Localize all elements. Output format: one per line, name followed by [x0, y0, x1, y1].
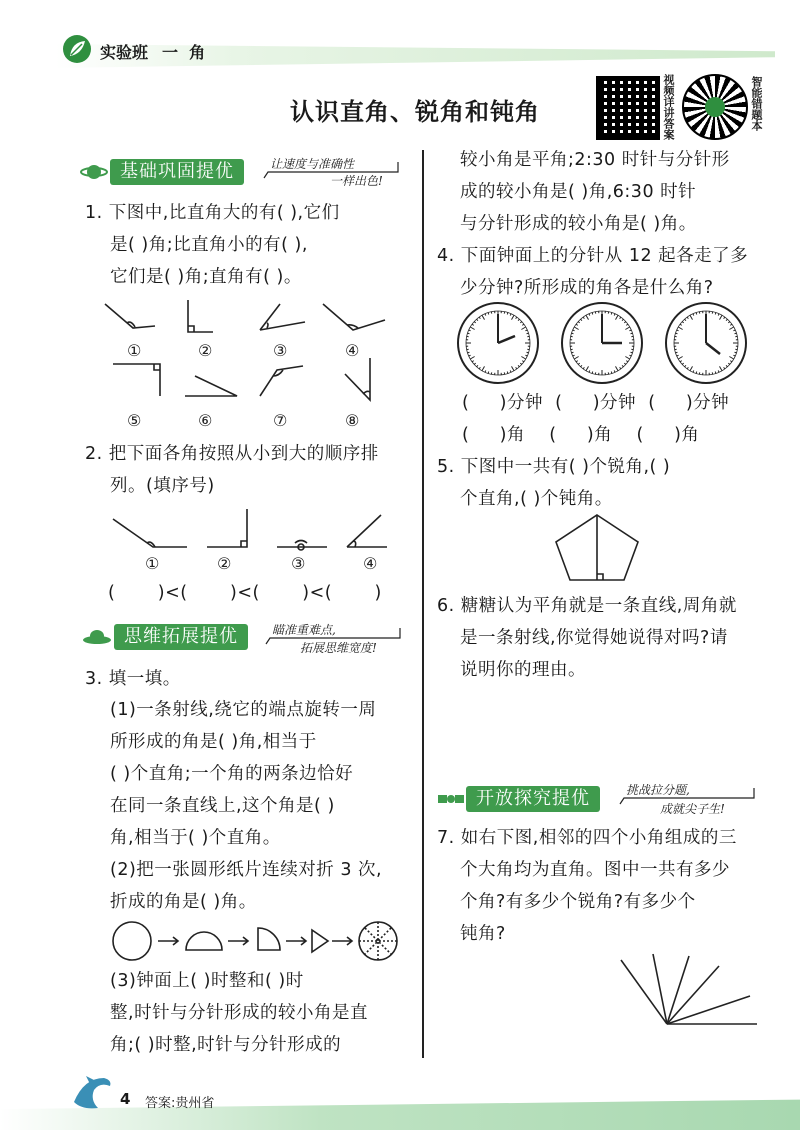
clock-tick	[589, 314, 590, 316]
clock-tick	[720, 315, 723, 319]
clock-tick	[685, 319, 686, 320]
q4-line-2: 少分钟?所形成的角各是什么角?	[460, 278, 714, 298]
ufo-icon	[82, 626, 112, 654]
q3-line-2: 所形成的角是( )角,相当于	[110, 732, 317, 752]
slogan-bracket-open	[618, 784, 758, 806]
satellite-icon	[436, 787, 466, 815]
clock-tick	[573, 355, 575, 356]
clock-tick	[616, 366, 619, 370]
clock-tick	[678, 327, 682, 330]
clock-tick	[676, 352, 678, 353]
footer-answer-label: 答案:贵州省	[145, 1096, 215, 1111]
clock-tick	[690, 366, 693, 370]
q1-label-3: ③	[273, 341, 288, 360]
clock-tick	[735, 333, 737, 334]
clock-tick	[718, 370, 719, 372]
q1-line-1: 1. 下图中,比直角大的有( ),它们	[85, 203, 340, 223]
clock-tick	[696, 372, 697, 374]
clock-tick	[693, 314, 694, 316]
clock-tick	[470, 357, 474, 360]
clock-tick	[676, 333, 678, 334]
clock-tick	[510, 314, 511, 316]
right-line-2: 成的较小角是( )角,6:30 时针	[460, 182, 697, 202]
clock-tick	[472, 324, 474, 325]
clock-tick	[718, 314, 719, 316]
angle-3-figure	[260, 304, 305, 330]
section-open-slogan-2: 成就尖子生!	[660, 802, 725, 816]
clock-tick	[520, 322, 521, 323]
section-thinking-title: 思维拓展提优	[114, 624, 248, 650]
clock-tick	[474, 322, 475, 323]
clock-tick	[578, 322, 579, 323]
clock-tick	[468, 333, 470, 334]
clock-tick	[620, 367, 621, 369]
q3-line-3: ( )个直角;一个角的两条边恰好	[110, 764, 354, 784]
clock-tick	[578, 363, 579, 364]
qr-code-video[interactable]	[596, 76, 660, 140]
section-thinking-slogan-2: 拓展思维宽度!	[300, 641, 377, 655]
clock-tick	[678, 357, 682, 360]
q4-angles-row: ( )角 ( )角 ( )角	[462, 425, 700, 445]
angle-8-figure	[345, 358, 370, 400]
section-basic-title: 基础巩固提优	[110, 159, 244, 185]
section-basic-slogan-1: 让速度与准确性	[270, 157, 355, 171]
q2-answer-line: ( )<( )<( )<( )	[108, 583, 382, 603]
clock-tick	[631, 352, 633, 353]
clock-tick	[469, 330, 471, 331]
clock-tick	[586, 315, 589, 319]
clock-tick	[680, 324, 682, 325]
q3-line-4: 在同一条直线上,这个角是( )	[110, 796, 335, 816]
clock-tick	[482, 315, 485, 319]
right-line-3: 与分针形成的较小角是( )角。	[460, 214, 697, 234]
q1-label-7: ⑦	[273, 411, 288, 430]
q7-line-3: 个角?有多少个锐角?有多少个	[460, 892, 696, 912]
clock-tick	[726, 319, 727, 320]
arrow-2	[228, 937, 248, 945]
clock-tick	[512, 315, 515, 319]
q2-label-3: ③	[291, 554, 306, 573]
clock-tick	[720, 366, 723, 370]
clock-tick	[724, 317, 725, 319]
clock-tick	[583, 367, 584, 369]
arrow-3	[286, 937, 306, 945]
angle-7-figure	[260, 366, 303, 396]
q1-label-1: ①	[127, 341, 142, 360]
clock-tick	[629, 330, 631, 331]
clock-tick	[696, 313, 697, 315]
clock-tick	[479, 367, 480, 369]
clock-tick	[468, 352, 470, 353]
fold-quarter-circle	[258, 928, 280, 950]
clock-tick	[685, 365, 686, 366]
clock-tick	[521, 357, 525, 360]
clock-tick	[620, 317, 621, 319]
q1-line-3: 它们是( )角;直角有( )。	[110, 267, 302, 287]
clock-tick	[520, 363, 521, 364]
clock-tick	[485, 370, 486, 372]
clock-tick	[730, 324, 732, 325]
page-number: 4	[120, 1090, 131, 1108]
q7-line-1: 7. 如右下图,相邻的四个小角组成的三	[437, 828, 737, 848]
angle-1-figure	[105, 304, 155, 328]
clock-tick	[616, 315, 619, 319]
clock-tick	[527, 352, 529, 353]
clock-tick	[687, 367, 688, 369]
clock-tick	[729, 357, 733, 360]
fold-half-circle	[186, 932, 222, 950]
section-basic-slogan-2: 一样出色!	[330, 174, 383, 188]
clock-tick	[682, 322, 683, 323]
clock-tick	[625, 357, 629, 360]
q3-folding-figures	[110, 920, 410, 962]
q3-line-8: (3)钟面上( )时整和( )时	[110, 971, 304, 991]
clock-tick	[474, 363, 475, 364]
clock-tick	[576, 324, 578, 325]
q1-angle-figures	[95, 296, 410, 431]
clock-tick	[730, 361, 732, 362]
q5-line-2: 个直角,( )个钝角。	[460, 489, 613, 509]
clock-tick	[583, 317, 584, 319]
qr1-caption: 视频详讲答案	[662, 74, 675, 140]
page-title: 认识直角、锐角和钝角	[290, 98, 540, 126]
q2-label-1: ①	[145, 554, 160, 573]
clock-tick	[488, 313, 489, 315]
q2-label-2: ②	[217, 554, 232, 573]
fold-eighth-circle	[312, 930, 328, 952]
clock-tick	[687, 317, 688, 319]
arrow-4	[332, 937, 352, 945]
clock-tick	[518, 319, 519, 320]
q5-line-1: 5. 下图中一共有( )个锐角,( )	[437, 457, 671, 477]
leaf-logo-icon	[62, 34, 92, 68]
clock-tick	[677, 355, 679, 356]
clock-tick	[507, 372, 508, 374]
q7-line-2: 个大角均为直角。图中一共有多少	[460, 860, 730, 880]
clock-tick	[729, 327, 733, 330]
q2-line-2: 列。(填序号)	[110, 476, 215, 496]
clock-tick	[522, 361, 524, 362]
clock-tick	[522, 324, 524, 325]
angle-2-figure	[188, 300, 213, 332]
clock-tick	[624, 322, 625, 323]
clock-tick	[690, 315, 693, 319]
clock-tick	[573, 330, 575, 331]
q1-label-2: ②	[198, 341, 213, 360]
slogan-bracket-thinking	[264, 624, 404, 646]
clock-tick	[629, 355, 631, 356]
clock-tick	[516, 367, 517, 369]
qr2-caption: 智能错题本	[750, 76, 763, 131]
q7-line-4: 钝角?	[460, 924, 506, 944]
clock-tick	[477, 319, 478, 320]
clock-tick	[733, 330, 735, 331]
q3-line-9: 整,时针与分针形成的较小角是直	[110, 1003, 369, 1023]
column-divider	[422, 150, 424, 1058]
clock-tick	[518, 365, 519, 366]
clock-tick	[693, 370, 694, 372]
clock-tick	[677, 330, 679, 331]
clock-tick	[574, 327, 578, 330]
clock-tick	[682, 363, 683, 364]
section-thinking-slogan-1: 瞄准重难点,	[272, 623, 336, 637]
clock-tick	[572, 333, 574, 334]
clock-tick	[512, 366, 515, 370]
clock-tick	[726, 365, 727, 366]
clock-tick	[472, 361, 474, 362]
section-open-title: 开放探究提优	[466, 786, 600, 812]
clock-tick	[581, 365, 582, 366]
clock-tick	[488, 372, 489, 374]
clock-tick	[622, 319, 623, 320]
q2-angle-figures	[105, 505, 405, 575]
clock-tick	[715, 313, 716, 315]
q6-line-1: 6. 糖糖认为平角就是一条直线,周角就	[437, 596, 737, 616]
clock-tick	[733, 355, 735, 356]
clock-tick	[482, 366, 485, 370]
q3-line-7: 折成的角是( )角。	[110, 892, 257, 912]
q1-line-2: 是( )角;比直角小的有( ),	[110, 235, 308, 255]
q2-label-4: ④	[363, 554, 378, 573]
clock-tick	[625, 327, 629, 330]
q4-clocks	[455, 300, 755, 386]
clock-tick	[574, 357, 578, 360]
q2-line-1: 2. 把下面各角按照从小到大的顺序排	[85, 444, 379, 464]
q3-line-0: 3. 填一填。	[85, 669, 181, 689]
q3-line-6: (2)把一张圆形纸片连续对折 3 次,	[110, 860, 383, 880]
qr-code-wrongbook[interactable]	[682, 74, 748, 140]
clock-tick	[470, 327, 474, 330]
clock-tick	[715, 372, 716, 374]
q1-label-4: ④	[345, 341, 360, 360]
clock-tick	[724, 367, 725, 369]
angle-6-figure	[185, 376, 237, 396]
clock-tick	[479, 317, 480, 319]
clock-tick	[592, 372, 593, 374]
clock-tick	[728, 322, 729, 323]
clock-tick	[507, 313, 508, 315]
clock-tick	[525, 355, 527, 356]
planet-icon	[80, 160, 108, 188]
clock-tick	[626, 361, 628, 362]
clock-tick	[592, 313, 593, 315]
q3-line-1: (1)一条射线,绕它的端点旋转一周	[110, 700, 377, 720]
clock-tick	[525, 330, 527, 331]
clock-tick	[510, 370, 511, 372]
clock-tick	[614, 370, 615, 372]
clock-tick	[611, 372, 612, 374]
q6-line-3: 说明你的理由。	[460, 660, 586, 680]
q7-rays-figure	[615, 950, 765, 1030]
clock-tick	[477, 365, 478, 366]
q3-line-10: 角;( )时整,时针与分针形成的	[110, 1035, 342, 1055]
q1-label-5: ⑤	[127, 411, 142, 430]
clock-tick	[572, 352, 574, 353]
clock-tick	[622, 365, 623, 366]
clock-tick	[614, 314, 615, 316]
clock-tick	[626, 324, 628, 325]
dolphin-icon	[70, 1072, 114, 1116]
clock-tick	[586, 366, 589, 370]
section-open-slogan-1: 挑战拉分题,	[626, 783, 690, 797]
clock-tick	[485, 314, 486, 316]
fold-full-circle	[113, 922, 151, 960]
q6-line-2: 是一条射线,你觉得她说得对吗?请	[460, 628, 728, 648]
q2-angle-4-figure	[347, 515, 387, 547]
clock-tick	[611, 313, 612, 315]
clock-tick	[728, 363, 729, 364]
right-line-1: 较小角是平角;2:30 时针与分针形	[460, 150, 730, 170]
clock-tick	[581, 319, 582, 320]
clock-tick	[735, 352, 737, 353]
q5-pentagon-figure	[552, 512, 642, 584]
clock-tick	[589, 370, 590, 372]
q4-minutes-row: ( )分钟 ( )分钟 ( )分钟	[462, 393, 730, 413]
q3-line-5: 角,相当于( )个直角。	[110, 828, 281, 848]
clock-tick	[576, 361, 578, 362]
chapter-label: 一 角	[162, 43, 206, 62]
q4-line-1: 4. 下面钟面上的分针从 12 起各走了多	[437, 246, 749, 266]
clock-tick	[469, 355, 471, 356]
book-title: 实验班	[100, 43, 149, 62]
clock-tick	[631, 333, 633, 334]
q1-label-6: ⑥	[198, 411, 213, 430]
clock-tick	[680, 361, 682, 362]
clock-tick	[527, 333, 529, 334]
angle-5-figure	[113, 364, 160, 396]
clock-tick	[624, 363, 625, 364]
q1-label-8: ⑧	[345, 411, 360, 430]
clock-tick	[521, 327, 525, 330]
slogan-bracket-basic	[262, 158, 402, 180]
clock-tick	[516, 317, 517, 319]
arrow-1	[158, 937, 178, 945]
